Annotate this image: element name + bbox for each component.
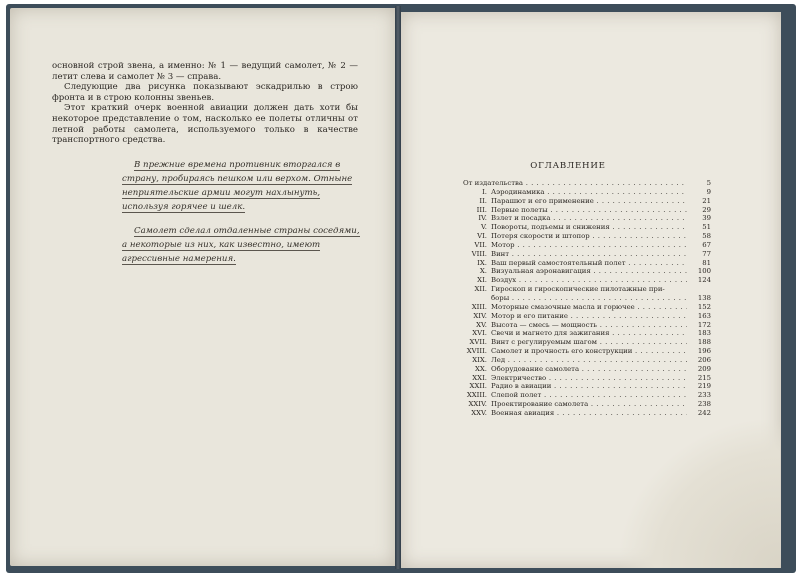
toc-chapter-number: XXI. <box>472 373 487 382</box>
toc-entry <box>463 374 711 383</box>
toc-entry <box>463 329 711 338</box>
handwritten-notes <box>122 158 362 266</box>
toc-page-number: 5 <box>689 179 711 188</box>
toc-page-number: 124 <box>689 276 711 285</box>
toc-entry <box>463 338 711 347</box>
toc-chapter-title: Повороты, подъемы и снижения . . . <box>491 223 687 232</box>
toc-chapter-number: X. <box>479 267 487 276</box>
toc-page-number: 152 <box>689 303 711 312</box>
toc-page-number: 51 <box>689 223 711 232</box>
toc-page-number: 138 <box>689 294 711 303</box>
toc-chapter-number: XIII. <box>471 302 487 311</box>
toc-page-number: 206 <box>689 356 711 365</box>
toc-chapter-title: Первые полеты . . . <box>491 206 687 215</box>
toc-chapter-number: VIII. <box>471 249 487 258</box>
toc-chapter-number: IX. <box>477 258 487 267</box>
toc-chapter-title: Самолет и прочность его конструкции . . . <box>491 347 687 356</box>
toc-entry <box>463 409 711 418</box>
toc-entry <box>463 267 711 276</box>
toc-entry <box>463 197 711 206</box>
toc-entry <box>463 294 711 303</box>
toc-chapter-number: XX. <box>474 364 487 373</box>
body-paragraph: основной строй звена, а именно: № 1 — ведущий самолет, № 2 — летит слева и самолет № 3 — справа. <box>52 61 358 82</box>
toc-page-number: 21 <box>689 197 711 206</box>
toc-chapter-number: II. <box>479 196 487 205</box>
toc-page-number: 188 <box>689 338 711 347</box>
toc-entry <box>463 400 711 409</box>
toc-page-number: 163 <box>689 312 711 321</box>
toc-chapter-number: V. <box>481 223 487 232</box>
toc-chapter-number: XXV. <box>471 408 487 417</box>
toc-page-number: 219 <box>689 382 711 391</box>
toc-chapter-number: XVIII. <box>466 347 487 356</box>
toc-chapter-title: Винт . . . <box>491 250 687 259</box>
toc-page-number: 172 <box>689 321 711 330</box>
toc-entry <box>463 188 711 197</box>
toc-chapter-title: Мотор и его питание . . . <box>491 312 687 321</box>
toc-page-number: 39 <box>689 214 711 223</box>
toc-chapter-number: XXII. <box>469 382 487 391</box>
toc-chapter-title: Военная авиация . . . <box>491 409 687 418</box>
toc-entry <box>463 312 711 321</box>
toc-chapter-title: Электричество . . . <box>491 374 687 383</box>
table-of-contents <box>463 179 711 418</box>
toc-entry <box>463 223 711 232</box>
toc-chapter-number: XIV. <box>473 311 487 320</box>
toc-page-number: 233 <box>689 391 711 400</box>
book-spine-gutter <box>395 6 401 569</box>
toc-chapter-number: XIX. <box>472 355 487 364</box>
toc-entry <box>463 232 711 241</box>
toc-entry <box>463 285 711 294</box>
toc-chapter-title: Винт с регулируемым шагом . . . <box>491 338 687 347</box>
toc-chapter-title: Визуальная аэронавигация . . . <box>491 267 687 276</box>
toc-page-number: 81 <box>689 259 711 268</box>
toc-chapter-title: Взлет и посадка . . . <box>491 214 687 223</box>
toc-chapter-title: Потеря скорости и штопор . . . <box>491 232 687 241</box>
toc-entry <box>463 179 711 188</box>
toc-chapter-title: Аэродинамика . . . <box>491 188 687 197</box>
toc-page-number: 196 <box>689 347 711 356</box>
toc-page-number: 215 <box>689 374 711 383</box>
toc-entry <box>463 365 711 374</box>
toc-chapter-number: III. <box>476 205 487 214</box>
toc-chapter-number: VII. <box>474 240 487 249</box>
toc-chapter-number: XV. <box>476 320 487 329</box>
toc-chapter-title: Ваш первый самостоятельный полет . . . <box>491 259 687 268</box>
toc-entry <box>463 214 711 223</box>
toc-chapter-title: Воздух . . . <box>491 276 687 285</box>
body-paragraph: Этот краткий очерк военной авиации должен дать хоти бы некоторое представление о том, насколько ее полеты отличны от летной работы самолета, используемого только в качестве транспортного средства. <box>52 103 358 146</box>
toc-entry <box>463 303 711 312</box>
toc-chapter-number: XVII. <box>469 338 487 347</box>
toc-page-number: 67 <box>689 241 711 250</box>
toc-page-number: 9 <box>689 188 711 197</box>
toc-chapter-title: От издательства . . . <box>463 179 687 188</box>
toc-entry <box>463 356 711 365</box>
handwritten-quote-text: В прежние времена противник вторгался в страну, пробираясь пешком или верхом. Отныне неприятельские армии могут нахлынуть, используя горячее и шелк. <box>122 160 353 212</box>
toc-page-number: 100 <box>689 267 711 276</box>
handwritten-quote <box>122 158 362 214</box>
toc-chapter-title: Моторные смазочные масла и горючее . . . <box>491 303 687 312</box>
toc-page-number: 209 <box>689 365 711 374</box>
toc-entry <box>463 321 711 330</box>
toc-entry <box>463 391 711 400</box>
toc-entry <box>463 259 711 268</box>
toc-chapter-number: VI. <box>477 232 487 241</box>
body-paragraph: Следующие два рисунка показывают эскадрилью в строю фронта и в строю колонны звеньев. <box>52 82 358 103</box>
toc-chapter-title: Слепой полет . . . <box>491 391 687 400</box>
handwritten-quote-text: Самолет сделал отдаленные страны соседями, а некоторые из них, как известно, имеют агрессивные намерения. <box>122 226 360 264</box>
toc-entry <box>463 241 711 250</box>
toc-chapter-title: Проектирование самолета . . . <box>491 400 687 409</box>
toc-heading: ОГЛАВЛЕНИЕ <box>530 161 606 171</box>
toc-entry <box>463 382 711 391</box>
toc-chapter-title: боры . . . <box>491 294 687 303</box>
toc-chapter-title: Свечи и магнето для зажигания . . . <box>491 329 687 338</box>
toc-chapter-number: XXIII. <box>466 391 487 400</box>
toc-page-number: 29 <box>689 206 711 215</box>
toc-chapter-title: Оборудование самолета . . . <box>491 365 687 374</box>
toc-chapter-title: Лед . . . <box>491 356 687 365</box>
toc-chapter-title: Высота — смесь — мощность . . . <box>491 321 687 330</box>
left-page-body <box>52 61 358 146</box>
toc-chapter-number: I. <box>482 187 487 196</box>
toc-page-number: 238 <box>689 400 711 409</box>
toc-entry <box>463 347 711 356</box>
toc-page-number: 58 <box>689 232 711 241</box>
toc-entry <box>463 206 711 215</box>
toc-page-number: 77 <box>689 250 711 259</box>
toc-chapter-title: Радио в авиации . . . <box>491 382 687 391</box>
toc-chapter-number: XI. <box>477 276 487 285</box>
toc-chapter-number: XXIV. <box>468 400 487 409</box>
toc-page-number: 242 <box>689 409 711 418</box>
toc-chapter-number: XVI. <box>472 329 487 338</box>
toc-page-number: 183 <box>689 329 711 338</box>
toc-chapter-title: Гироскоп и гироскопические пилотажные при- <box>491 285 665 294</box>
toc-chapter-number: IV. <box>478 214 487 223</box>
toc-chapter-title: Мотор . . . <box>491 241 687 250</box>
toc-entry <box>463 276 711 285</box>
toc-entry <box>463 250 711 259</box>
handwritten-quote <box>122 224 362 266</box>
toc-chapter-number: XII. <box>474 285 487 294</box>
toc-chapter-title: Парашют и его применение . . . <box>491 197 687 206</box>
